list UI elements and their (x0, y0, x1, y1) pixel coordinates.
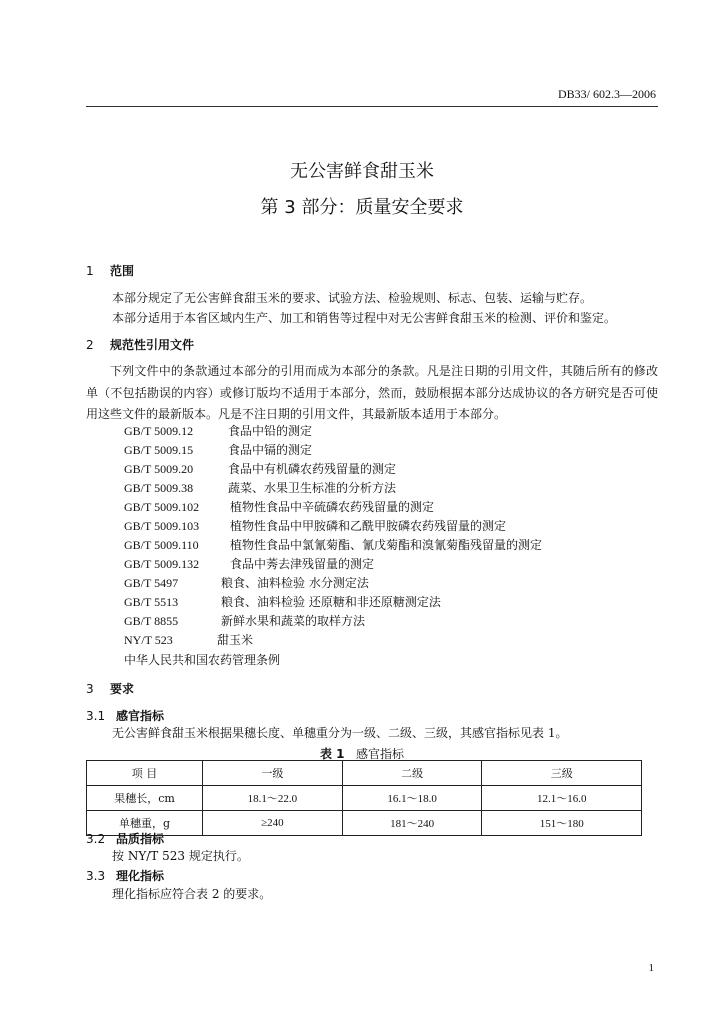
reference-code: GB/T 8855 (124, 614, 179, 628)
table-caption-title: 感官指标 (355, 747, 404, 761)
reference-item (124, 517, 506, 534)
reference-title: 粮食、油料检验 水分测定法 (221, 576, 369, 590)
standard-code: DB33/ 602.3—2006 (557, 87, 656, 101)
table-row (87, 786, 642, 811)
reference-code: GB/T 5009.103 (124, 519, 200, 533)
section-number: 3.3 (86, 869, 106, 883)
header-rule (86, 106, 658, 107)
reference-item (124, 479, 396, 496)
reference-code: GB/T 5009.110 (124, 538, 199, 552)
table-header-cell: 一级 (203, 761, 343, 786)
section-title: 感官指标 (116, 709, 165, 723)
table-cell: 151～180 (482, 811, 642, 836)
page-number: 1 (648, 962, 654, 974)
table-row (87, 811, 642, 836)
sensory-index-table (86, 760, 642, 836)
reference-title: 植物性食品中辛硫磷农药残留量的测定 (230, 500, 435, 514)
reference-code: NY/T 523 (124, 633, 173, 647)
paragraph: 理化指标应符合表 2 的要求。 (112, 887, 272, 901)
section-2-heading (86, 336, 194, 353)
reference-item (124, 631, 253, 648)
reference-item (124, 555, 374, 572)
reference-title: 食品中镉的测定 (228, 443, 313, 457)
reference-code: GB/T 5009.15 (124, 443, 194, 457)
paragraph: 按 NY/T 523 规定执行。 (112, 849, 249, 863)
reference-title: 食品中铅的测定 (228, 424, 313, 438)
reference-item (124, 612, 365, 629)
reference-title: 食品中有机磷农药残留量的测定 (228, 462, 397, 476)
reference-item (124, 593, 441, 610)
reference-code: GB/T 5513 (124, 595, 179, 609)
reference-code: GB/T 5497 (124, 576, 179, 590)
reference-item (124, 498, 434, 515)
reference-title: 新鲜水果和蔬菜的取样方法 (221, 614, 366, 628)
section-number: 1 (86, 264, 94, 278)
section-3-2-heading (86, 830, 164, 847)
table-cell: 181～240 (342, 811, 482, 836)
section-title: 要求 (110, 682, 135, 696)
reference-code: GB/T 5009.20 (124, 462, 194, 476)
table-cell: 12.1～16.0 (482, 786, 642, 811)
section-title: 规范性引用文件 (110, 338, 195, 352)
section-number: 3 (86, 682, 94, 696)
reference-regulation: 中华人民共和国农药管理条例 (124, 653, 281, 667)
reference-item (124, 422, 312, 439)
table-cell: ≥240 (203, 811, 343, 836)
reference-title: 粮食、油料检验 还原糖和非还原糖测定法 (221, 595, 441, 609)
reference-code: GB/T 5009.38 (124, 481, 194, 495)
table-header-cell: 二级 (342, 761, 482, 786)
reference-title: 食品中莠去津残留量的测定 (230, 557, 375, 571)
section-number: 2 (86, 338, 94, 352)
table-header-cell: 三级 (482, 761, 642, 786)
reference-item (124, 574, 369, 591)
table-caption-number: 表 1 (320, 747, 345, 761)
table-cell: 果穗长，cm (87, 786, 203, 811)
section-3-3-heading (86, 867, 164, 884)
reference-item (124, 536, 542, 553)
section-3-1-heading (86, 707, 164, 724)
reference-code: GB/T 5009.12 (124, 424, 194, 438)
paragraph: 无公害鲜食甜玉米根据果穗长度、单穗重分为一级、二级、三级，其感官指标见表 1。 (112, 726, 568, 740)
paragraph: 本部分规定了无公害鲜食甜玉米的要求、试验方法、检验规则、标志、包装、运输与贮存。 (112, 291, 593, 305)
section-title: 理化指标 (116, 869, 165, 883)
reference-item (124, 441, 312, 458)
table-cell: 单穗重，g (87, 811, 203, 836)
table-header-row (87, 761, 642, 786)
reference-title: 蔬菜、水果卫生标准的分析方法 (228, 481, 397, 495)
table-cell: 18.1～22.0 (203, 786, 343, 811)
section-number: 3.1 (86, 709, 106, 723)
reference-title: 植物性食品中甲胺磷和乙酰甲胺磷农药残留量的测定 (230, 519, 507, 533)
section-3-heading (86, 680, 134, 697)
reference-title: 植物性食品中氯氰菊酯、氰戊菊酯和溴氰菊酯残留量的测定 (230, 538, 543, 552)
reference-code: GB/T 5009.132 (124, 557, 200, 571)
reference-title: 甜玉米 (217, 633, 254, 647)
document-subtitle: 第 3 部分：质量安全要求 (260, 197, 464, 218)
table-header-cell: 项 目 (87, 761, 203, 786)
section-1-heading (86, 262, 134, 279)
paragraph: 本部分适用于本省区域内生产、加工和销售等过程中对无公害鲜食甜玉米的检测、评价和鉴定。 (112, 311, 617, 325)
paragraph: 下列文件中的条款通过本部分的引用而成为本部分的条款。凡是注日期的引用文件，其随后所有的修改单（不包括勘误的内容）或修订版均不适用于本部分，然而，鼓励根据本部分达成协议的各方研究是否可使用这些文件的最新版本。凡是不注日期的引用文件，其最新版本适用于本部分。 (86, 364, 658, 421)
table-cell: 16.1～18.0 (342, 786, 482, 811)
reference-item (124, 460, 396, 477)
document-title: 无公害鲜食甜玉米 (290, 161, 434, 182)
section-title: 品质指标 (116, 832, 165, 846)
section-title: 范围 (110, 264, 135, 278)
reference-code: GB/T 5009.102 (124, 500, 200, 514)
section-number: 3.2 (86, 832, 106, 846)
